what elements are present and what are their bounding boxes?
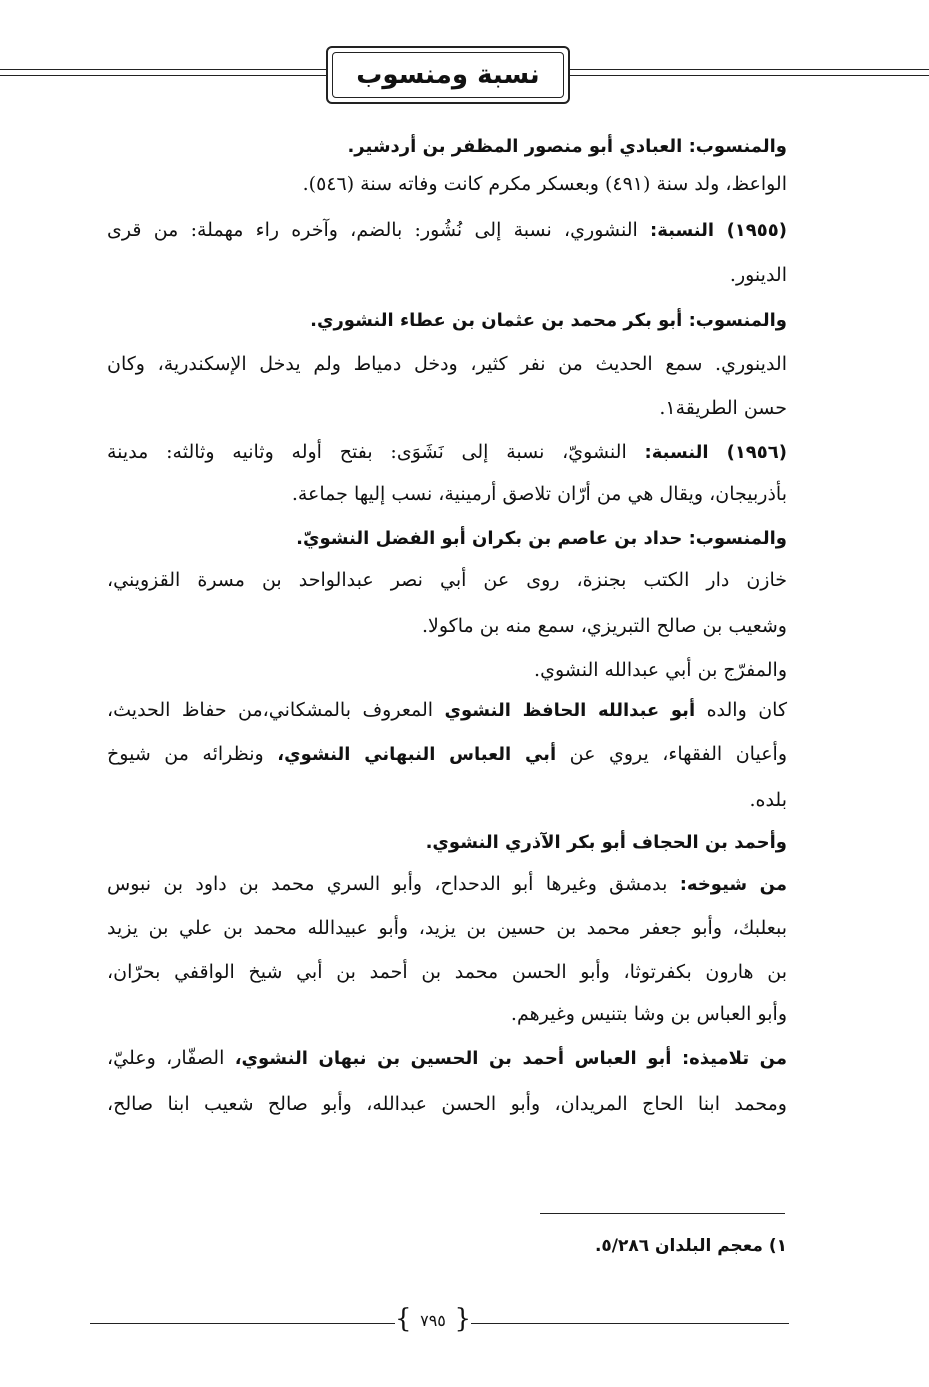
page-number-rule-left: [90, 1323, 395, 1324]
text-run: الواعظ، ولد سنة (٤٩١) وبعسكر مكرم كانت وفاته سنة (٥٤٦).: [302, 173, 787, 195]
text-line: [107, 350, 787, 378]
header-rule-right-bottom: [570, 75, 929, 76]
text-line: [107, 1044, 787, 1073]
text-line: [107, 306, 787, 335]
text-line: [107, 656, 787, 684]
text-line: [107, 216, 787, 245]
text-line: [107, 696, 787, 725]
text-line: [107, 828, 787, 857]
bold-text-run: من تلاميذه: أبو العباس أحمد بن الحسين بن نبهان النشوي،: [234, 1048, 787, 1069]
text-run: كان والده: [695, 699, 787, 721]
text-run: والمفرّج بن أبي عبدالله النشوي.: [534, 659, 787, 681]
bold-text-run: أبي العباس النبهاني النشوي،: [277, 744, 557, 765]
bold-text-run: والمنسوب: العبادي أبو منصور المظفر بن أردشير.: [347, 136, 787, 157]
text-line: [107, 786, 787, 814]
text-run: النشوري، نسبة إلى نُشُور: بالضم، وآخره راء مهملة: من قرى: [107, 219, 651, 241]
footnote-rule: [540, 1213, 785, 1214]
text-run: وشعيب بن صالح التبريزي، سمع منه بن ماكولا.: [421, 615, 787, 637]
text-run: وأبو العباس بن وشا بتنيس وغيرهم.: [510, 1003, 787, 1025]
text-line: [107, 438, 787, 467]
text-run: الدينور.: [729, 264, 787, 286]
text-run: وأعيان الفقهاء، يروي عن: [556, 743, 787, 765]
bold-text-run: (١٩٥٥) النسبة:: [650, 220, 787, 241]
text-run: ببعلبك، وأبو جعفر محمد بن حسين بن يزيد، وأبو عبيدالله محمد بن علي بن يزيد: [107, 917, 787, 939]
bold-text-run: والمنسوب: أبو بكر محمد بن عثمان بن عطاء النشوري.: [310, 310, 787, 331]
text-run: الدينوري. سمع الحديث من نفر كثير، ودخل دمياط ولم يدخل الإسكندرية، وكان: [107, 353, 787, 375]
text-line: [107, 958, 787, 986]
text-line: [107, 1090, 787, 1118]
text-run: حسن الطريقة١.: [659, 397, 787, 419]
header-rule-right-top: [570, 69, 929, 70]
bold-text-run: والمنسوب: حداد بن عاصم بن بكران أبو الفضل النشويّ.: [296, 528, 787, 549]
text-line: [107, 524, 787, 553]
bold-text-run: من شيوخه:: [679, 874, 787, 895]
bold-text-run: أبو عبدالله الحافظ النشوي: [444, 700, 696, 721]
text-run: ونظرائه من شيوخ: [107, 743, 278, 765]
page-number: { ٧٩٥ }: [395, 1306, 471, 1336]
text-run: بدمشق وغيرها أبو الدحداح، وأبو السري محمد بن داود بن نبوس: [107, 873, 680, 895]
header-rule-left-bottom: [0, 75, 326, 76]
text-line: [107, 480, 787, 508]
text-line: [107, 394, 787, 422]
text-run: النشويّ، نسبة إلى نَشَوَى: بفتح أوله وثانيه وثالثه: مدينة: [107, 441, 645, 463]
page-title: نسبة ومنسوب: [356, 60, 540, 90]
bold-text-run: (١٩٥٦) النسبة:: [644, 442, 787, 463]
text-line: [107, 566, 787, 594]
bold-text-run: وأحمد بن الحجاف أبو بكر الآذري النشوي.: [425, 832, 787, 853]
text-line: [107, 170, 787, 198]
text-line: [107, 612, 787, 640]
text-line: [107, 1000, 787, 1028]
text-run: خازن دار الكتب بجنزة، روى عن أبي نصر عبدالواحد بن مسرة القزويني،: [107, 569, 787, 591]
text-line: [107, 740, 787, 769]
text-run: الصفّار، وعليّ،: [107, 1047, 235, 1069]
page-number-rule-right: [471, 1323, 789, 1324]
text-line: [107, 914, 787, 942]
text-run: بلده.: [749, 789, 787, 811]
text-line: [107, 132, 787, 161]
text-line: [107, 870, 787, 899]
footnote: ١) معجم البلدان ٥/٢٨٦.: [594, 1236, 787, 1256]
text-run: ومحمد ابنا الحاج المريدان، وأبو الحسن عبدالله، وأبو صالح شعيب ابنا صالح،: [107, 1093, 787, 1115]
text-run: بأذربيجان، ويقال هي من أرّان تلاصق أرمينية، نسب إليها جماعة.: [291, 483, 787, 505]
text-line: [107, 261, 787, 289]
text-run: المعروف بالمشكاني،من حفاظ الحديث،: [107, 699, 445, 721]
header-title-box: [326, 46, 570, 104]
text-run: بن هارون بكفرتوثا، وأبو الحسن محمد بن أحمد بن أبي شيخ الواقفي بحرّان،: [107, 961, 787, 983]
header-rule-left-top: [0, 69, 326, 70]
